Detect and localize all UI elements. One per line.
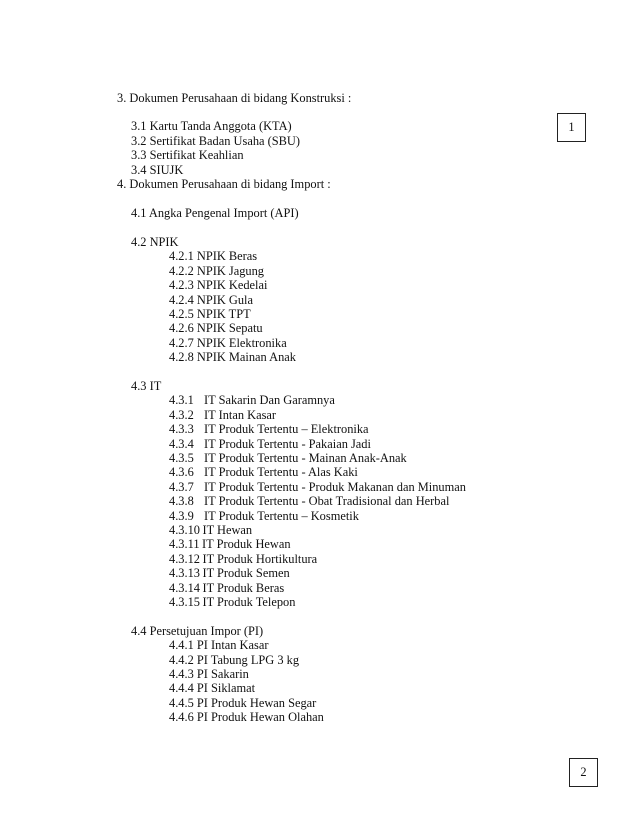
npik-item: 4.2.7 NPIK Elektronika [169,336,287,350]
it-item [169,465,358,479]
it-item-number: 4.3.8 [169,494,194,508]
pi-item: 4.4.1 PI Intan Kasar [169,638,269,652]
it-item [169,552,317,566]
it-item-text: IT Produk Telepon [202,595,296,609]
npik-item: 4.2.1 NPIK Beras [169,249,258,263]
it-item [169,595,295,609]
page-number-box-top [557,113,586,142]
page-number-top: 1 [568,120,575,134]
page-number-bottom: 2 [580,765,587,779]
section-3-item: 3.1 Kartu Tanda Anggota (KTA) [131,119,292,133]
npik-item: 4.2.5 NPIK TPT [169,307,251,321]
npik-item: 4.2.8 NPIK Mainan Anak [169,350,296,364]
it-item [169,494,449,508]
npik-item: 4.2.3 NPIK Kedelai [169,278,268,292]
section-4-2-label: 4.2 NPIK [131,235,179,249]
it-item-number: 4.3.9 [169,509,194,523]
npik-item: 4.2.6 NPIK Sepatu [169,321,263,335]
it-item-text: IT Produk Tertentu – Kosmetik [204,509,359,523]
section-3-item: 3.4 SIUJK [131,163,184,177]
it-item-text: IT Produk Tertentu – Elektronika [204,422,369,436]
it-item-text: IT Produk Tertentu - Pakaian Jadi [204,437,371,451]
it-item-number: 4.3.3 [169,422,194,436]
npik-item: 4.2.4 NPIK Gula [169,293,253,307]
it-item-number: 4.3.7 [169,480,194,494]
it-item-number: 4.3.15 [169,595,200,609]
pi-item: 4.4.6 PI Produk Hewan Olahan [169,710,324,724]
it-item [169,451,407,465]
it-item [169,537,291,551]
it-item [169,509,359,523]
it-item-number: 4.3.1 [169,393,194,407]
it-item-number: 4.3.2 [169,408,194,422]
it-item-text: IT Produk Tertentu - Alas Kaki [204,465,358,479]
it-item-text: IT Produk Tertentu - Produk Makanan dan Minuman [204,480,466,494]
it-item-number: 4.3.6 [169,465,194,479]
it-item-text: IT Sakarin Dan Garamnya [204,393,335,407]
it-item-text: IT Produk Hewan [202,537,291,551]
it-item [169,523,252,537]
npik-item: 4.2.2 NPIK Jagung [169,264,264,278]
it-item-text: IT Produk Tertentu - Obat Tradisional dan Herbal [204,494,450,508]
it-item [169,581,284,595]
pi-item: 4.4.5 PI Produk Hewan Segar [169,696,317,710]
it-item-text: IT Hewan [202,523,253,537]
it-item-text: IT Produk Semen [202,566,290,580]
it-item [169,566,290,580]
it-item-text: IT Produk Hortikultura [202,552,318,566]
it-item [169,480,466,494]
it-item [169,437,371,451]
it-item-number: 4.3.14 [169,581,200,595]
pi-item: 4.4.3 PI Sakarin [169,667,249,681]
section-4-1: 4.1 Angka Pengenal Import (API) [131,206,299,220]
section-3-heading: 3. Dokumen Perusahaan di bidang Konstruksi : [117,91,352,105]
it-item-number: 4.3.4 [169,437,194,451]
section-3-item: 3.2 Sertifikat Badan Usaha (SBU) [131,134,300,148]
it-item [169,393,335,407]
it-item-text: IT Intan Kasar [204,408,277,422]
section-4-4-label: 4.4 Persetujuan Impor (PI) [131,624,264,638]
it-item-number: 4.3.13 [169,566,200,580]
it-item-text: IT Produk Beras [202,581,285,595]
pi-item: 4.4.2 PI Tabung LPG 3 kg [169,653,300,667]
it-item-number: 4.3.10 [169,523,200,537]
page-number-box-bottom [569,758,598,787]
section-4-3-label: 4.3 IT [131,379,162,393]
it-item-number: 4.3.11 [169,537,200,551]
it-item-text: IT Produk Tertentu - Mainan Anak-Anak [204,451,407,465]
it-item [169,422,369,436]
section-4-heading: 4. Dokumen Perusahaan di bidang Import : [117,177,331,191]
pi-item: 4.4.4 PI Siklamat [169,681,256,695]
it-item-number: 4.3.5 [169,451,194,465]
it-item [169,408,276,422]
section-3-item: 3.3 Sertifikat Keahlian [131,148,244,162]
it-item-number: 4.3.12 [169,552,200,566]
